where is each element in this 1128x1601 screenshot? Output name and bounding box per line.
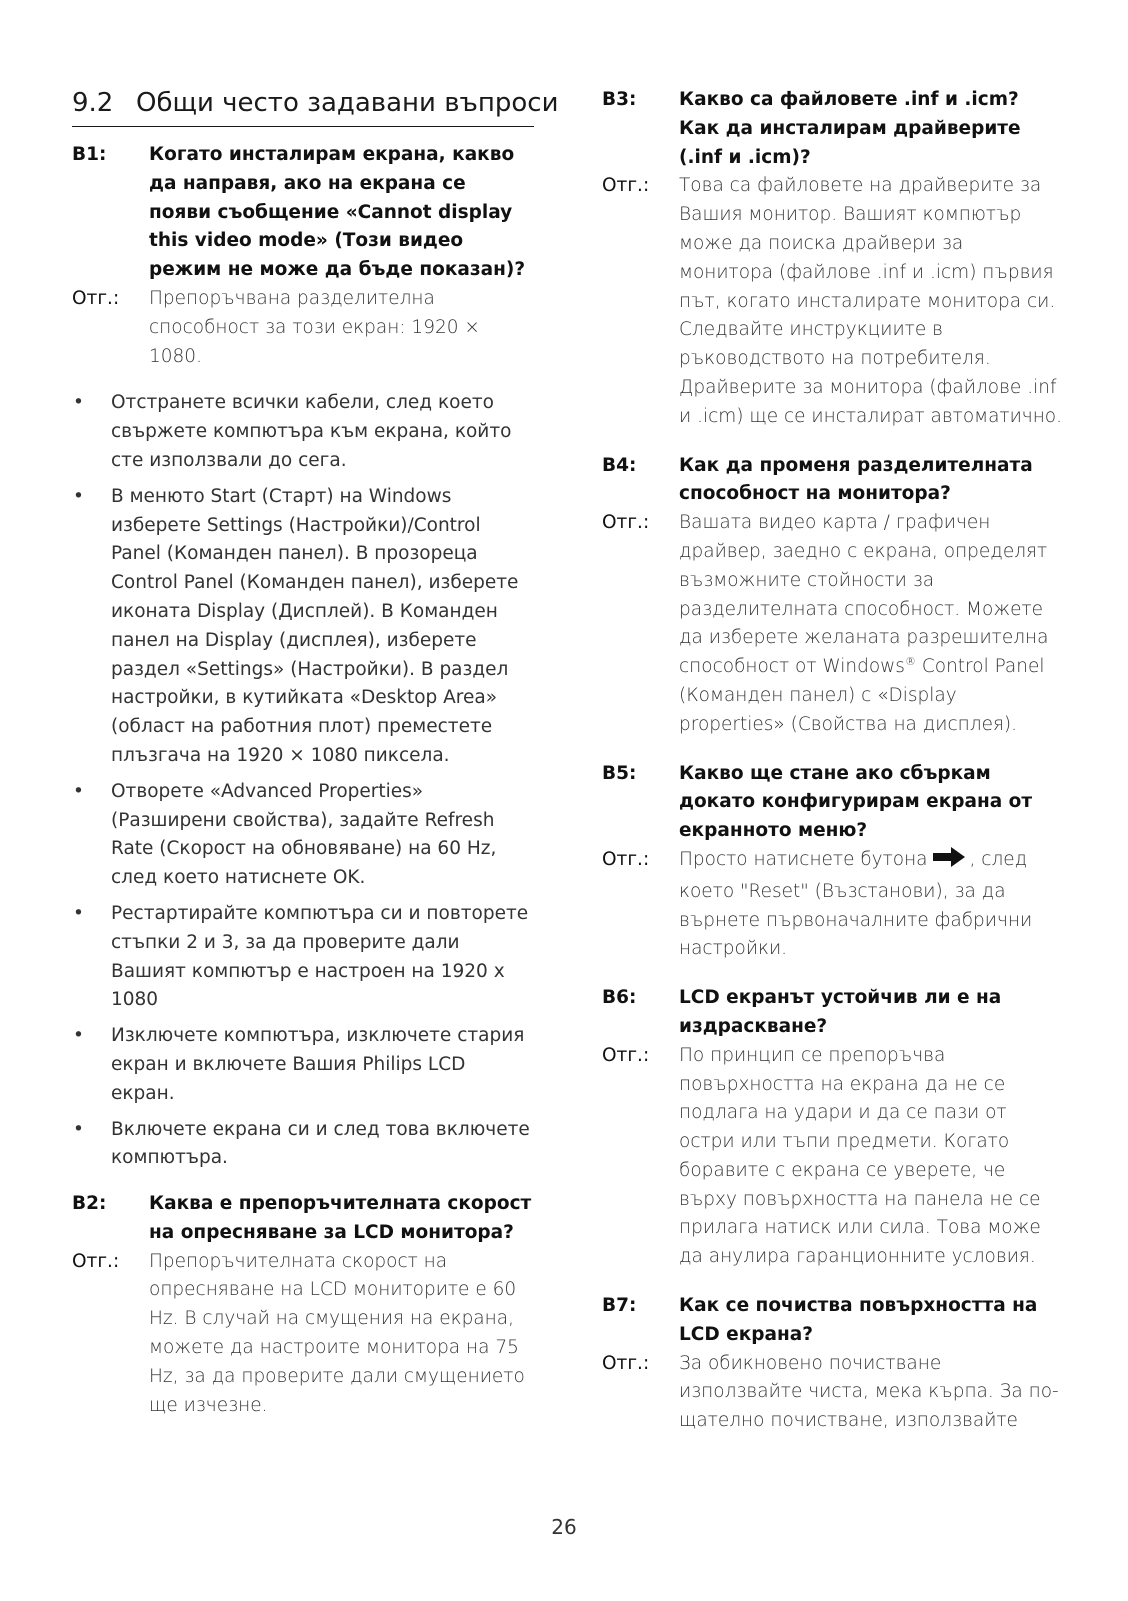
question-q2 bbox=[72, 1190, 534, 1248]
question-label: В5: bbox=[602, 762, 637, 784]
question-label: В7: bbox=[602, 1295, 637, 1317]
answer-label: Отг.: bbox=[602, 175, 650, 197]
left-column bbox=[72, 86, 559, 1420]
answer-text: Просто натиснете бутона , след което "Reset" (Възстанови), за да върнете първоначалните фабрични настройки. bbox=[679, 846, 1062, 964]
section-number: 9.2 bbox=[72, 88, 114, 118]
question-text: Когато инсталирам екрана, какво да направя, ако на екрана се появи съобщение «Cannot display this video mode» (Този видео режим не може да бъде показан)? bbox=[149, 144, 526, 281]
list-item: • Изключете компютъра, изключете стария екран и включете Вашия Philips LCD екран. bbox=[72, 1022, 534, 1108]
section-title bbox=[72, 86, 559, 127]
answer-label: Отг.: bbox=[602, 1352, 650, 1374]
answer-text: Това са файловете на драйверите за Вашия монитор. Вашият компютър може да поиска драйвери за монитора (файлове .inf и .icm) първия път, когато инсталирате монитора си. Следвайте инструкциите в ръководството на потребителя. Драйверите за монитора (файлове .inf и .icm) ще се инсталират автоматично. bbox=[679, 175, 1062, 427]
question-text: Каква е препоръчителната скорост на опресняване за LCD монитора? bbox=[149, 1193, 532, 1243]
question-q4 bbox=[602, 452, 1062, 510]
answer-q2 bbox=[72, 1248, 534, 1421]
bullet-icon: • bbox=[73, 1025, 84, 1047]
question-label: В3: bbox=[602, 89, 637, 110]
question-q5 bbox=[602, 760, 1062, 846]
answer-q7 bbox=[602, 1350, 1062, 1436]
question-q6 bbox=[602, 984, 1062, 1042]
answer-q6 bbox=[602, 1042, 1062, 1272]
question-q1 bbox=[72, 141, 534, 285]
question-text: Как се почиства повърхността на LCD екрана? bbox=[679, 1295, 1038, 1345]
list-item: • В менюто Start (Старт) на Windows изберете Settings (Настройки)/Control Panel (Команден панел). В прозореца Control Panel (Команден панел), изберете иконата Display (Дисплей). В Команден панел на Display (дисплея), изберете раздел «Settings» (Настройки). В раздел настройки, в кутийката «Desktop Area» (област на работния плот) преместете плъзгача на 1920 × 1080 пиксела. bbox=[72, 483, 534, 771]
answer-q5 bbox=[602, 846, 1062, 964]
list-item: • Включете екрана си и след това включете компютъра. bbox=[72, 1116, 534, 1174]
registered-mark: ® bbox=[904, 654, 916, 668]
list-item: • Рестартирайте компютъра си и повторете стъпки 2 и 3, за да проверите дали Вашият компютър е настроен на 1920 x 1080 bbox=[72, 900, 534, 1015]
question-text: LCD екранът устойчив ли е на издраскване? bbox=[679, 987, 1002, 1037]
bullet-icon: • bbox=[73, 780, 84, 802]
answer-q4 bbox=[602, 509, 1062, 739]
answer-text: За обикновено почистване използвайте чиста, мека кърпа. За по-щателно почистване, използвайте bbox=[679, 1352, 1059, 1432]
answer-text: Препоръчвана разделителна способност за този екран: 1920 × 1080. bbox=[149, 287, 480, 367]
answer-label: Отг.: bbox=[72, 1250, 120, 1272]
bullet-icon: • bbox=[73, 902, 84, 924]
answer-label: Отг.: bbox=[602, 848, 650, 870]
faq-item-q2 bbox=[72, 1190, 534, 1420]
section-heading: Общи често задавани въпроси bbox=[136, 88, 559, 118]
faq-item-q4 bbox=[602, 452, 1062, 740]
list-item: • Отворете «Advanced Properties» (Разширени свойства), задайте Refresh Rate (Скорост на обновяване) на 60 Hz, след което натиснете OK. bbox=[72, 778, 534, 893]
question-text: Как да променя разделителната способност на монитора? bbox=[679, 454, 1033, 505]
answer-text: Препоръчителната скорост на опресняване на LCD мониторите е 60 Hz. В случай на смущения на екрана, можете да настроите монитора на 75 Hz, за да проверите дали смущението ще изчезне. bbox=[149, 1250, 525, 1416]
answer-text: Вашата видео карта / графичен драйвер, заедно с екрана, определят възможните стойности за разделителната способност. Можете да изберете желаната разрешителна способност от Windows® Control Panel (Команден панел) с «Display properties» (Свойства на дисплея). bbox=[679, 512, 1049, 735]
faq-item-q3 bbox=[602, 86, 1062, 432]
faq-item-q1 bbox=[72, 141, 534, 1173]
question-label: В4: bbox=[602, 454, 637, 476]
answer-label: Отг.: bbox=[602, 512, 650, 534]
faq-item-q6 bbox=[602, 984, 1062, 1272]
right-column bbox=[602, 86, 1062, 1436]
question-label: В2: bbox=[72, 1193, 107, 1215]
question-text: Какво ще стане ако сбъркам докато конфигурирам екрана от екранното меню? bbox=[679, 762, 1033, 842]
bullet-icon: • bbox=[73, 392, 84, 414]
answer-q3 bbox=[602, 172, 1062, 431]
list-item: • Отстранете всички кабели, след което свържете компютъра към екрана, който сте използвали до сега. bbox=[72, 389, 534, 475]
answer-q1 bbox=[72, 285, 534, 371]
faq-item-q5 bbox=[602, 760, 1062, 965]
question-label: В1: bbox=[72, 144, 107, 165]
question-q7 bbox=[602, 1292, 1062, 1350]
question-text: Какво са файловете .inf и .icm? Как да инсталирам драйверите (.inf и .icm)? bbox=[679, 89, 1021, 168]
answer-label: Отг.: bbox=[602, 1044, 650, 1066]
answer-label: Отг.: bbox=[72, 287, 120, 309]
page-number: 26 bbox=[551, 1515, 577, 1539]
answer-text: По принцип се препоръчва повърхността на екрана да не се подлага на удари и да се пази от остри или тъпи предмети. Когато боравите с екрана се уверете, че върху повърхността на панела не се прилага натиск или сила. Това може да анулира гаранционните условия. bbox=[679, 1044, 1041, 1268]
bullet-icon: • bbox=[73, 485, 84, 507]
bullet-icon: • bbox=[73, 1118, 84, 1140]
steps-list bbox=[72, 389, 534, 1173]
question-label: В6: bbox=[602, 987, 637, 1009]
question-q3 bbox=[602, 86, 1062, 172]
faq-item-q7 bbox=[602, 1292, 1062, 1436]
right-arrow-icon bbox=[932, 846, 966, 878]
